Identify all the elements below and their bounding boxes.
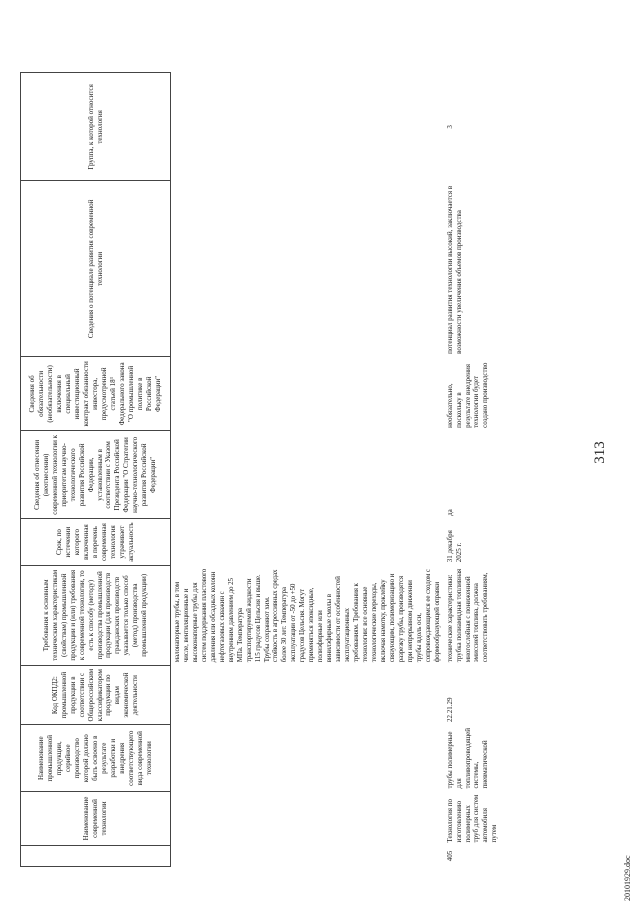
table-header-row <box>21 73 171 867</box>
header-term: Срок, по истечении которого включенная в перечень современная технология утрачивает актуальность <box>21 519 171 565</box>
technology-table <box>20 72 501 867</box>
header-requirements: Требования к основным техническим характеристикам (свойствам) промышленной продукции и (или) требования к современной технологии, то есть к способу (методу) производства промышленной продукции (для производств гражданских производств указывается только способ (метод) производства промышленной продукции) <box>21 565 171 665</box>
footer-filename: 20101929.doc <box>623 855 632 901</box>
row-potential: потенциал развития технологии высокий, заключается в возможности увеличения объемов производства <box>445 185 463 354</box>
row-product-name: трубы полимерные для топливопроводящей системы, пневматической <box>445 727 490 789</box>
header-okpd2-code: Код ОКПД2: промышленной продукции в соответствии с Общероссийским классификатором продукции по видам экономической деятельности <box>21 665 171 725</box>
row-priority: да <box>445 509 454 516</box>
row-group: 3 <box>445 125 454 129</box>
header-product-name: Наименование промышленной продукции, серийное производство которой должно быть освоено в результате разработки и внедрения соответствующего вида современной технологии <box>21 725 171 792</box>
header-num <box>21 846 171 867</box>
header-group: Группа, к которой относится технология <box>21 73 171 181</box>
row-number: 405 <box>445 850 454 862</box>
header-obligation: Сведения об обязательности (необязательности) включения в специальный инвестиционный контракт обязанности инвестора, предусмотренной статьей 18³ Федерального закона "О промышленной политике в Российской Федерации" <box>21 357 171 431</box>
row-okpd2-code: 22.21.29 <box>445 697 454 722</box>
table-row <box>444 73 502 867</box>
page-number: 313 <box>592 441 608 464</box>
row-term: 31 декабря 2025 г. <box>445 530 463 563</box>
row-obligation: необязательно, поскольку в результате внедрения технологии будет создано производство <box>445 362 490 428</box>
continuation-requirements-text: малонапорные трубы, в том числе, вентиляционные и высоконапорные трубы для систем поддержания пластового давления или обсадных колонн нефтегазовых скважин с внутренним давлением до 25 МПа. Температура транспортируемой жидкости 115 градусов Цельсия и выше. Трубы сохраняют хим. стойкость в агрессивных средах более 30 лет. Температура эксплуатации от -50 до +50 градусов Цельсия. Могут применяться эпоксидные, полиэфирные или винилэфирные смолы в зависимости от особенностей эксплуатационных требованиям. Требования к технологии: все основные технологические переходы, включая намотку, проклейку связующим, полимеризацию и разрезку трубы, производятся при непрерывном движении трубы вдоль оси, сопровождающимся ее сходом с формообразующей оправки <box>173 568 441 663</box>
header-technology-name: Наименование современной технологии <box>21 792 171 846</box>
row-requirements: технические характеристики: трубка полиамидная топливная многослойная с пониженной эмиссией топлива, должна соответствовать требованиям, <box>445 568 490 663</box>
continuation-row <box>171 73 444 867</box>
header-potential: Сведения о потенциале развития современной технологии <box>21 181 171 357</box>
row-technology-name: Технология по изготовлению полимерных труб для систем автомобиля путем <box>445 794 499 843</box>
header-priority: Сведения об отнесении (неотнесении) современной технологии к приоритетам научно-технологического развития Российской Федерации, установленным в соответствии с Указом Президента Российской Федерации "О Стратегии научно-технологического развития Российской Федерации" <box>21 431 171 519</box>
